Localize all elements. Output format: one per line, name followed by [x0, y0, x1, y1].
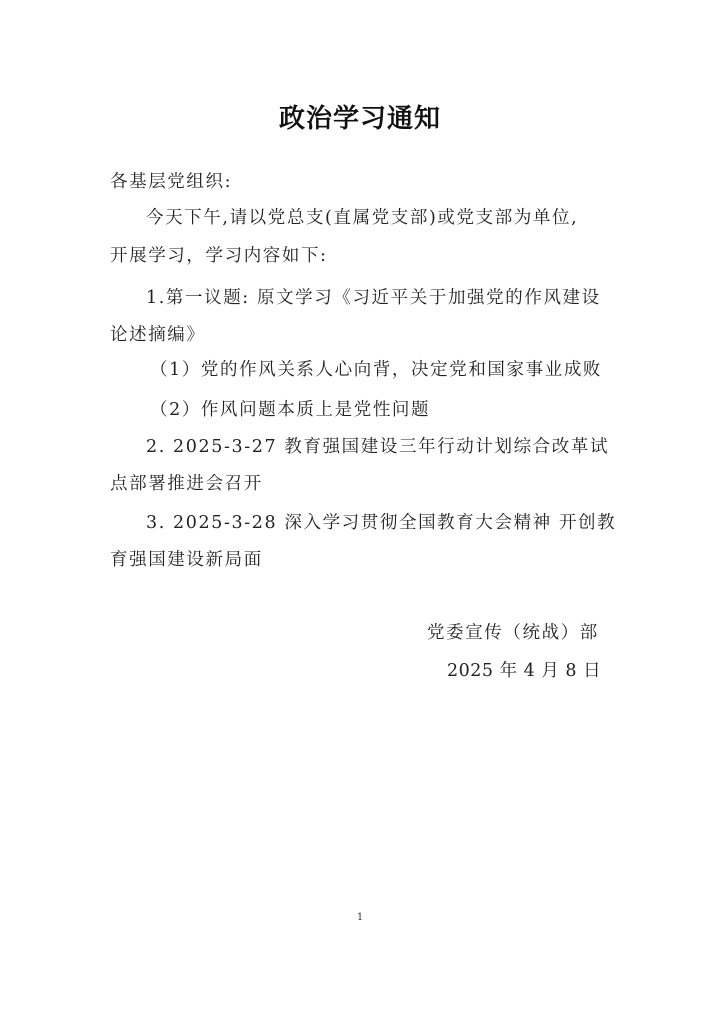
document-title: 政治学习通知 [278, 104, 441, 134]
item-1-line-2: 论述摘编》 [110, 325, 206, 345]
intro-line-2: 开展学习，学习内容如下: [110, 246, 328, 266]
signature: 党委宣传（统战）部 [427, 623, 599, 643]
page-number: 1 [356, 912, 364, 923]
item-1-line-1: 1.第一议题: 原文学习《习近平关于加强党的作风建设 [146, 288, 601, 308]
item-2-line-2: 点部署推进会召开 [110, 474, 263, 494]
item-1-sub-1: （1）党的作风关系人心向背，决定党和国家事业成败 [150, 360, 603, 380]
intro-line-1: 今天下午,请以党总支(直属党支部)或党支部为单位, [146, 208, 579, 228]
item-1-sub-2: （2）作风问题本质上是党性问题 [150, 400, 431, 420]
salutation: 各基层党组织: [110, 172, 233, 192]
item-3-line-2: 育强国建设新局面 [110, 550, 263, 570]
item-3-line-1: 3. 2025-3-28 深入学习贯彻全国教育大会精神 开创教 [146, 513, 617, 533]
issue-date: 2025 年 4 月 8 日 [447, 661, 602, 681]
item-2-line-1: 2. 2025-3-27 教育强国建设三年行动计划综合改革试 [146, 437, 610, 457]
